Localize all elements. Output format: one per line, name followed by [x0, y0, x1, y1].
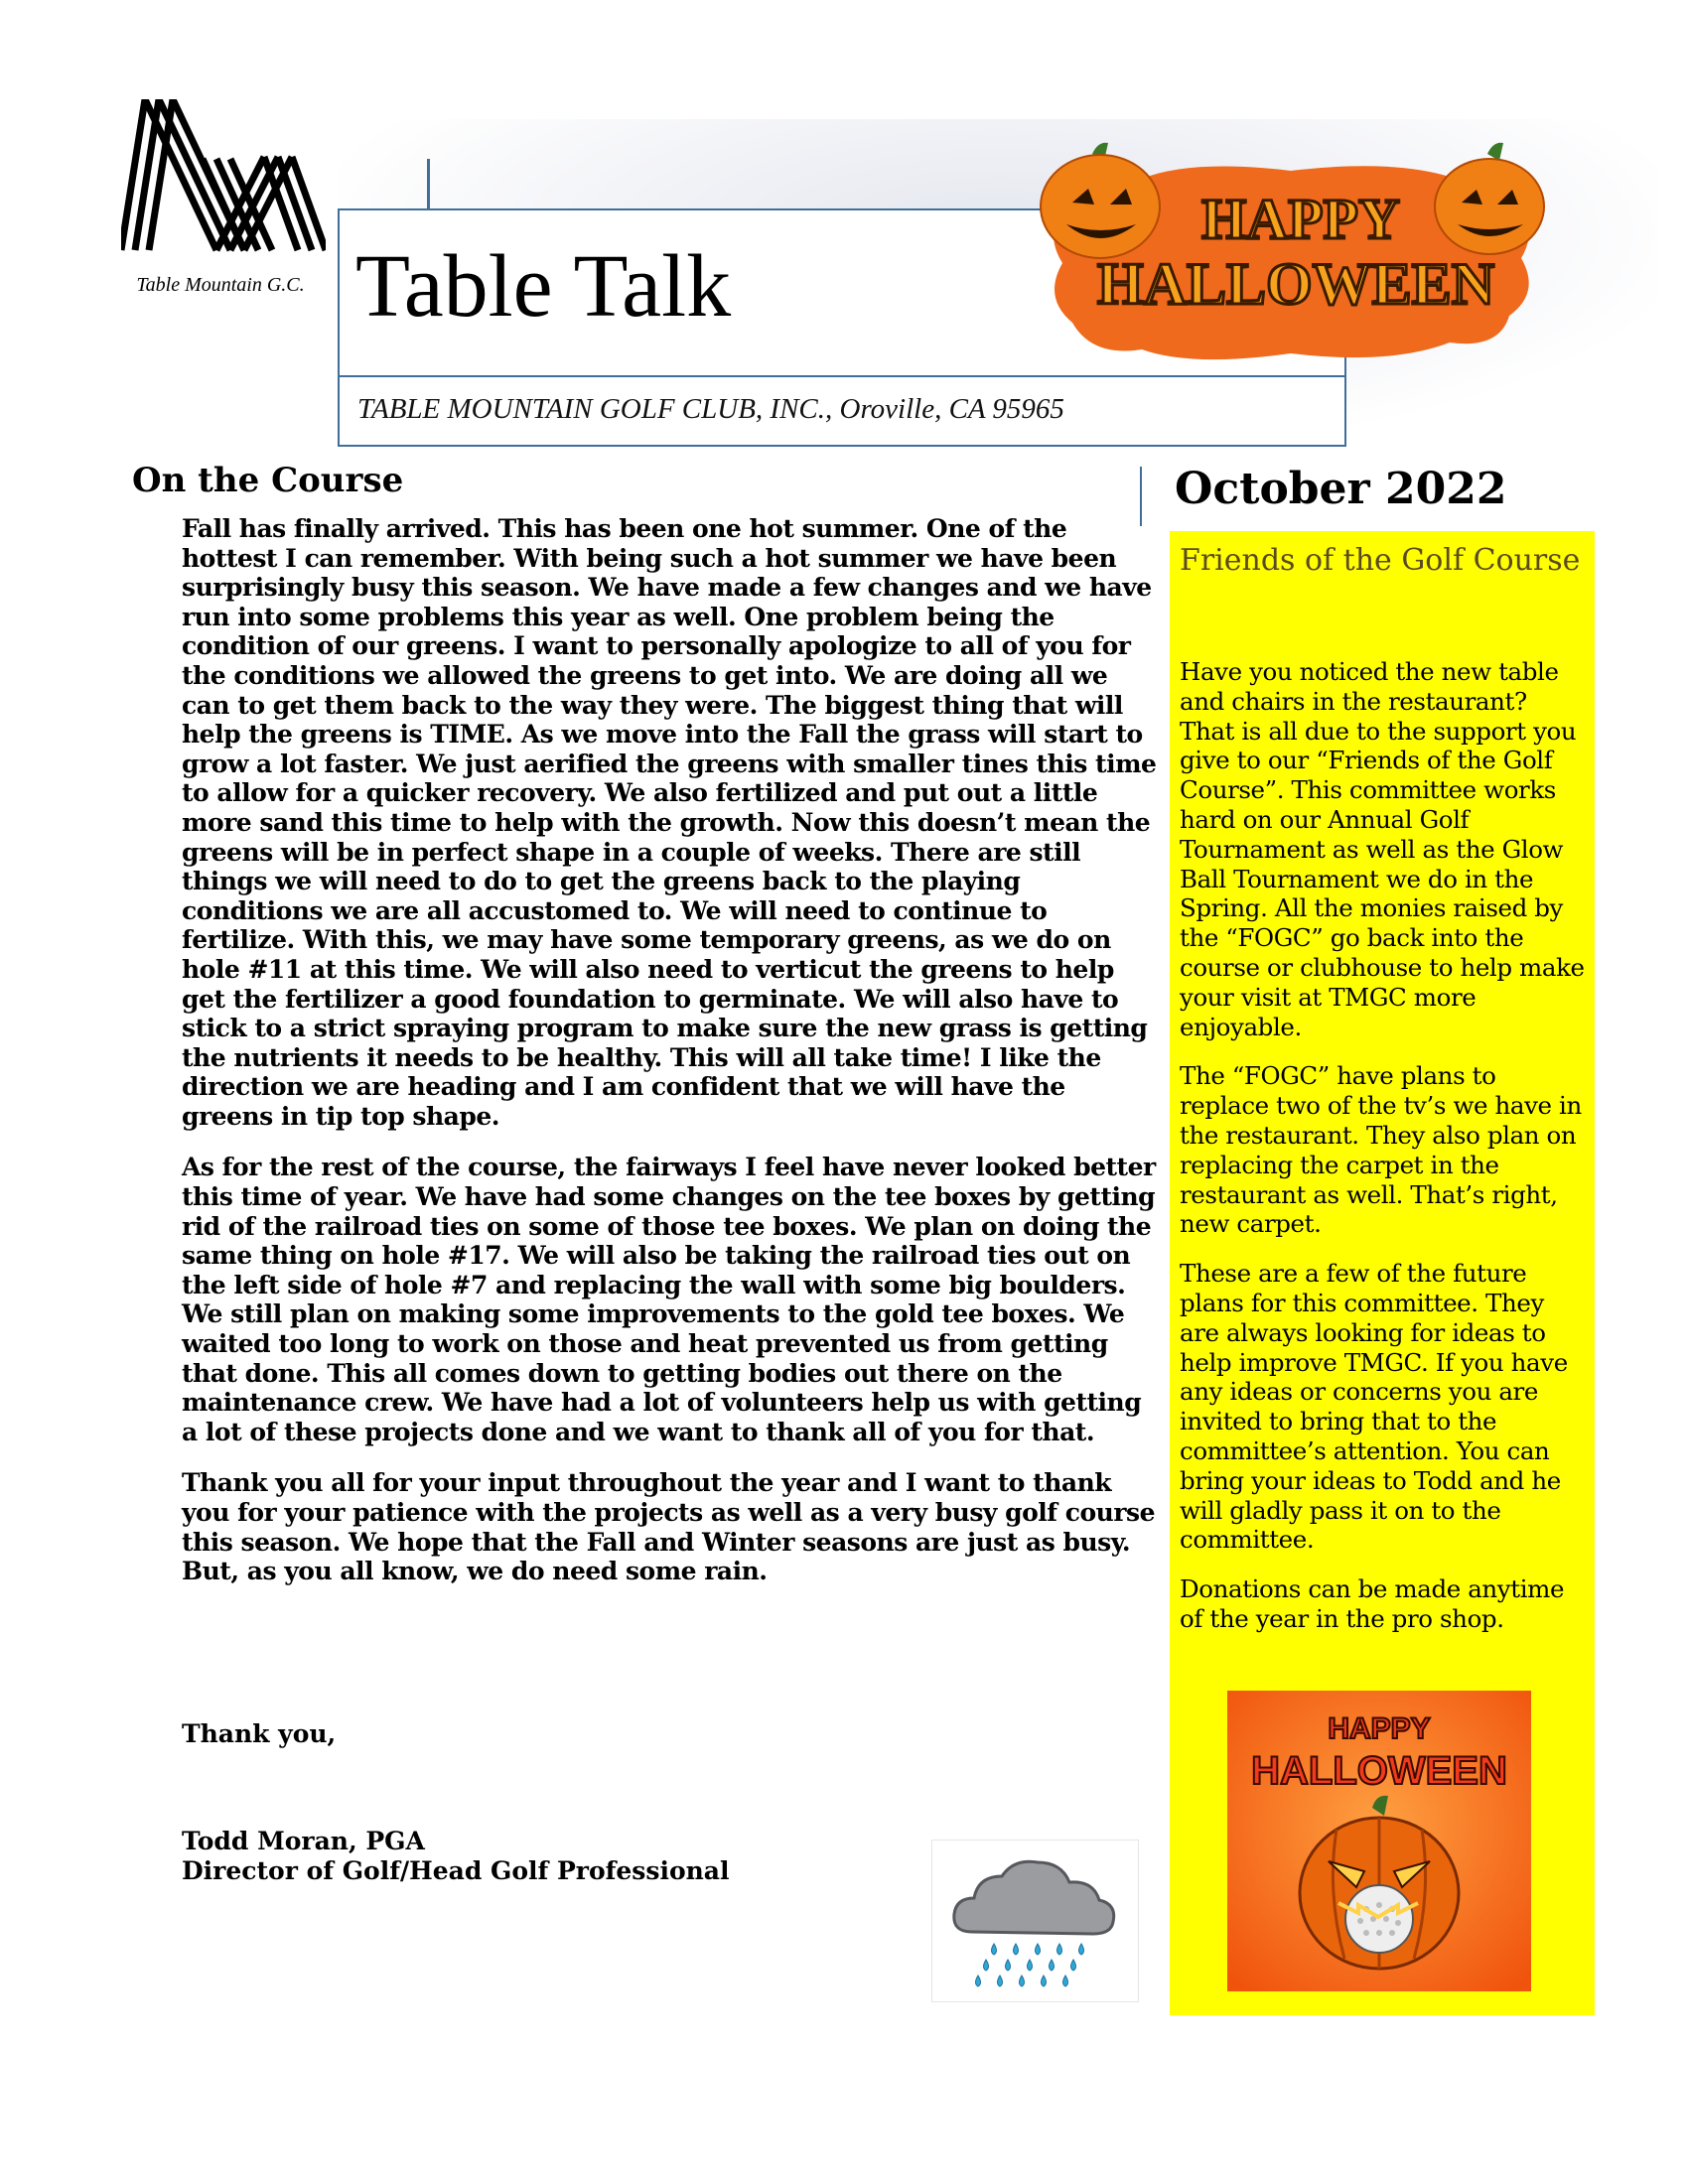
newsletter-subtitle: TABLE MOUNTAIN GOLF CLUB, INC., Oroville, CA 95965: [357, 393, 1064, 425]
article-paragraph: As for the rest of the course, the fairways I feel have never looked better this time of year. We have had some changes on the tee boxes by getting rid of the railroad ties on some of those tee boxes. We plan on doing the same thing on hole #17. We will also be taking the railroad ties out on the left side of hole #7 and replacing the wall with some big boulders. We still plan on making some improvements to the gold tee boxes. We waited too long to work on those and heat prevented us from getting that done. This all comes down to getting bodies out there on the maintenance crew. We have had a lot of volunteers help us with getting a lot of these projects done and we want to thank all of you for that.: [182, 1153, 1156, 1446]
banner-halloween-text: HALLOWEEN: [1096, 251, 1495, 317]
happy-halloween-banner: [1033, 129, 1549, 377]
halloween-golf-ball-poster: [1227, 1691, 1531, 1991]
article-paragraph: Thank you all for your input throughout the year and I want to thank you for your patience with the projects as well as a very busy golf course this season. We hope that the Fall and Winter seasons are just as busy. But, as you all know, we do need some rain.: [182, 1468, 1155, 1586]
signature-name: Todd Moran, PGA: [182, 1827, 425, 1855]
pumpkin-icon: [1435, 143, 1544, 254]
newsletter-title: Table Talk: [355, 237, 732, 336]
sidebar-paragraph: These are a few of the future plans for this committee. They are always looking for ideas to help improve TMGC. If you have any ideas or concerns you are invited to bring that to the committee’s attention. You can bring your ideas to Todd and he will gladly pass it on to the committee.: [1180, 1259, 1568, 1555]
article-body: [182, 514, 1160, 1608]
sidebar-paragraph: The “FOGC” have plans to replace two of the tv’s we have in the restaurant. They also plan on replacing the carpet in the restaurant as well. That’s right, new carpet.: [1180, 1061, 1582, 1239]
poster-halloween-text: HALLOWEEN: [1251, 1749, 1507, 1793]
section-heading: On the Course: [132, 461, 404, 500]
logo-caption: Table Mountain G.C.: [136, 274, 305, 296]
sidebar-paragraph: Have you noticed the new table and chairs in the restaurant? That is all due to the support you give to our “Friends of the Golf Course”. This committee works hard on our Annual Golf Tournament as well as the Glow Ball Tournament we do in the Spring. All the monies raised by the “FOGC” go back into the course or clubhouse to help make your visit at TMGC more enjoyable.: [1180, 657, 1585, 1041]
sidebar-paragraph: Donations can be made anytime of the year in the pro shop.: [1180, 1574, 1565, 1633]
pumpkin-icon: [1041, 143, 1160, 258]
sidebar-title: Friends of the Golf Course: [1180, 543, 1581, 578]
rain-cloud-icon: [931, 1840, 1139, 2002]
signature-title: Director of Golf/Head Golf Professional: [182, 1856, 730, 1885]
banner-happy-text: HAPPY: [1201, 187, 1400, 251]
article-paragraph: Fall has finally arrived. This has been one hot summer. One of the hottest I can remember. With being such a hot summer we have been surprisingly busy this season. We have made a few changes and we have run into some problems this year as well. One problem being the condition of our greens. I want to personally apologize to all of you for the conditions we allowed the greens to get into. We are doing all we can to get them back to the way they were. The biggest thing that will help the greens is TIME. As we move into the Fall the grass will start to grow a lot faster. We just aerified the greens with smaller tines this time to allow for a quicker recovery. We also fertilized and put out a little more sand this time to help with the growth. Now this doesn’t mean the greens will be in perfect shape in a couple of weeks. There are still things we will need to do to get the greens back to the playing conditions we are all accustomed to. We will need to continue to fertilize. With this, we may have some temporary greens, as we do on hole #11 at this time. We will also need to verticut the greens to help get the fertilizer a good foundation to germinate. We will also have to stick to a strict spraying program to make sure the new grass is getting the nutrients it needs to be healthy. This will all take time! I like the direction we are heading and I am confident that we will have the greens in tip top shape.: [182, 514, 1157, 1131]
issue-date: October 2022: [1175, 464, 1507, 514]
sidebar-body: [1180, 657, 1589, 1654]
closing-line: Thank you,: [182, 1719, 337, 1748]
poster-happy-text: HAPPY: [1328, 1712, 1431, 1745]
